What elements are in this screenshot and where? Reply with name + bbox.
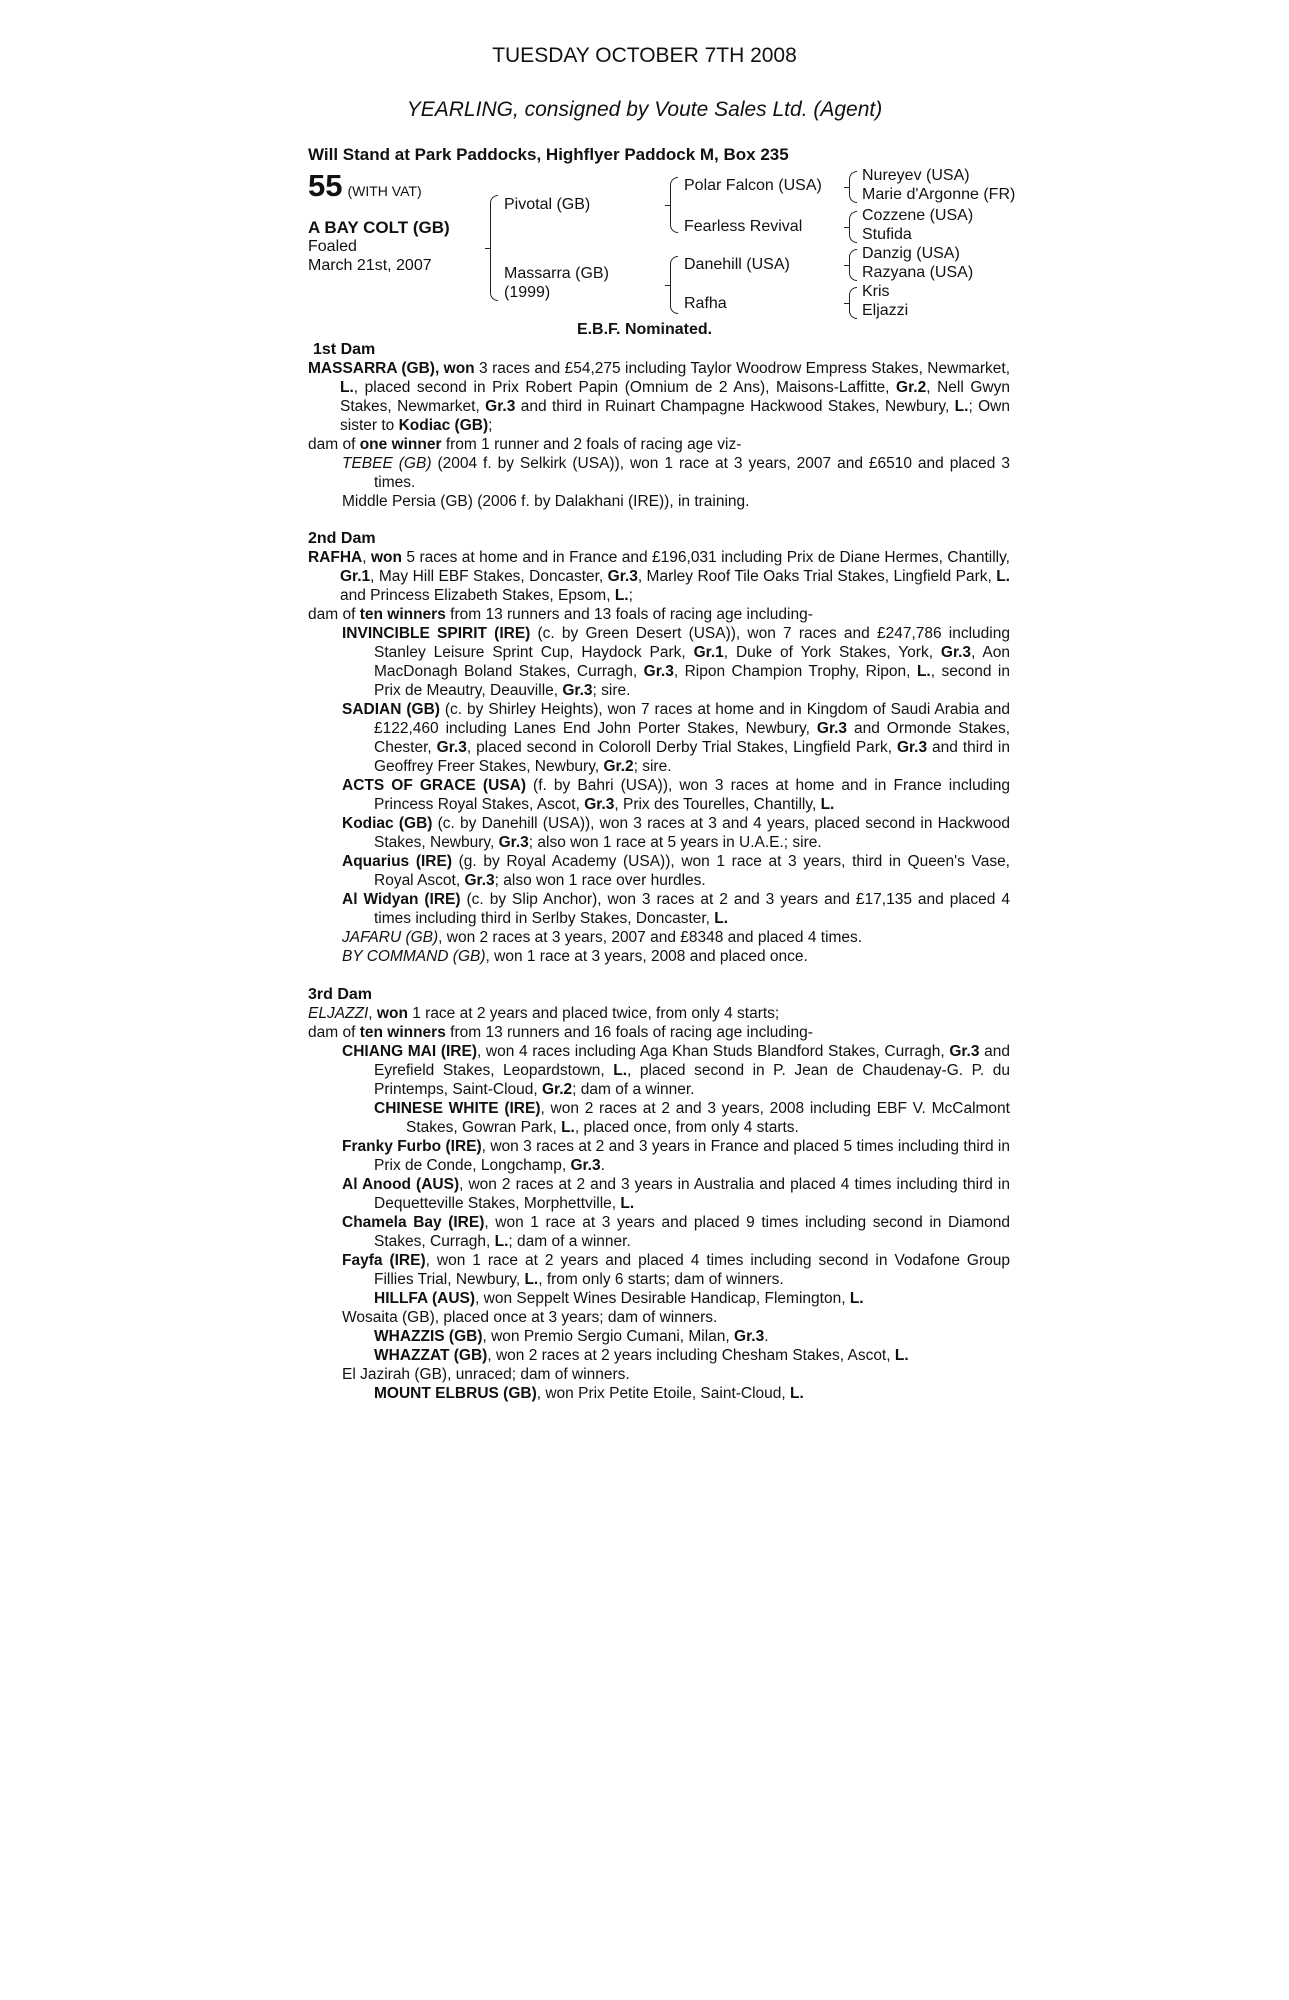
produce-by-command xyxy=(342,947,978,966)
text: dam of xyxy=(308,1024,360,1041)
text: from 13 runners and 13 foals of racing age including- xyxy=(445,606,813,623)
text: and Ormonde Stakes, Chester, xyxy=(374,720,1011,756)
grade: Gr.3 xyxy=(562,682,593,699)
grade: Gr.2 xyxy=(896,379,927,396)
grade: Gr.3 xyxy=(949,1043,980,1060)
text: and Princess Elizabeth Stakes, Epsom, xyxy=(340,587,615,604)
produce-wosaita: Wosaita (GB), placed once at 3 years; dam of winners. xyxy=(342,1309,718,1326)
vat-note: (WITH VAT) xyxy=(347,183,422,199)
grade: Gr.3 xyxy=(734,1328,765,1345)
text: (g. by Royal Academy (USA)), won 1 race at 3 years, third in Queen's Vase, Royal Ascot, xyxy=(374,853,1010,889)
pedigree-dam: Massarra (GB) xyxy=(504,265,609,282)
text: 1 race at 2 years and placed twice, from only 4 starts; xyxy=(407,1005,780,1022)
grade: L. xyxy=(916,663,931,680)
text: ; dam of a winner. xyxy=(572,1081,695,1098)
text: 5 races at home and in France and £196,031 including Prix de Diane Hermes, Chantilly, xyxy=(401,549,1010,566)
grade: L. xyxy=(820,796,835,813)
text: dam of xyxy=(308,436,360,453)
text: , Nell Gwyn Stakes, Newmarket, xyxy=(340,379,1010,415)
produce-hillfa xyxy=(374,1289,978,1308)
grade: Gr.3 xyxy=(607,568,638,585)
pedigree-sss: Nureyev (USA) xyxy=(862,167,970,184)
text: from 13 runners and 16 foals of racing age including- xyxy=(445,1024,813,1041)
produce-el-jazirah: El Jazirah (GB), unraced; dam of winners. xyxy=(342,1366,630,1383)
third-dam-produce-summary xyxy=(308,1023,978,1042)
produce-al-widyan xyxy=(342,890,1010,928)
text: won xyxy=(370,549,402,566)
grade: Gr.3 xyxy=(896,739,928,756)
produce-al-anood xyxy=(342,1175,1010,1213)
dam-name: MASSARRA (GB), won xyxy=(308,360,475,377)
brace-g3-3 xyxy=(849,249,857,281)
text: , placed once, from only 4 starts. xyxy=(574,1119,799,1136)
grade: Gr.3 xyxy=(816,720,848,737)
pedigree-ss: Polar Falcon (USA) xyxy=(684,177,822,194)
first-dam-heading: 1st Dam xyxy=(313,341,376,358)
foaled-info xyxy=(308,237,468,275)
produce-chinese-white xyxy=(374,1099,1010,1137)
text: , won 2 races at 2 and 3 years in Australia and placed 4 times including third in Dequetteville Stakes, Morphettville, xyxy=(374,1176,1010,1212)
text: (c. by Green Desert (USA)), won 7 races and £247,786 including Stanley Leisure Sprint Cup, Haydock Park, xyxy=(374,625,1010,661)
grade: Gr.1 xyxy=(693,644,724,661)
produce-tebee xyxy=(342,454,1010,492)
produce-kodiac xyxy=(342,814,1010,852)
horse-name: Kodiac (GB) xyxy=(342,815,433,832)
text: , Prix des Tourelles, Chantilly, xyxy=(614,796,821,813)
brace-g3-4 xyxy=(849,287,857,319)
text: , xyxy=(368,1005,377,1022)
grade: Gr.3 xyxy=(464,872,495,889)
produce-aquarius xyxy=(342,852,1010,890)
horse-name: Fayfa (IRE) xyxy=(342,1252,426,1269)
second-dam-heading: 2nd Dam xyxy=(308,530,376,547)
horse-name: Chamela Bay (IRE) xyxy=(342,1214,485,1231)
produce-jafaru xyxy=(342,928,978,947)
winner-count: one winner xyxy=(359,436,442,453)
text: , xyxy=(362,549,371,566)
text: , won Premio Sergio Cumani, Milan, xyxy=(482,1328,735,1345)
produce-franky-furbo xyxy=(342,1137,1010,1175)
pedigree-sds: Cozzene (USA) xyxy=(862,207,974,224)
text: , Aon MacDonagh Boland Stakes, Curragh, xyxy=(374,644,1010,680)
grade: Gr.1 xyxy=(340,568,371,585)
pedigree-ddd: Eljazzi xyxy=(862,302,909,319)
grade: Gr.3 xyxy=(436,739,467,756)
third-dam-race-record xyxy=(308,1004,978,1023)
grade: L. xyxy=(620,1195,635,1212)
horse-name: MOUNT ELBRUS (GB) xyxy=(374,1385,537,1402)
horse-name: ACTS OF GRACE (USA) xyxy=(342,777,526,794)
text: ; also won 1 race over hurdles. xyxy=(494,872,706,889)
pedigree-dss: Danzig (USA) xyxy=(862,245,960,262)
produce-fayfa xyxy=(342,1251,1010,1289)
produce-invincible-spirit xyxy=(342,624,1010,700)
text: , won 1 race at 2 years and placed 4 times including second in Vodafone Group Fillies Trial, Newbury, xyxy=(374,1252,1010,1288)
dam-name: ELJAZZI xyxy=(308,1005,369,1022)
text: , won 1 race at 3 years, 2008 and placed once. xyxy=(485,948,808,965)
horse-name: CHIANG MAI (IRE) xyxy=(342,1043,477,1060)
text: , May Hill EBF Stakes, Doncaster, xyxy=(370,568,608,585)
dam-name: RAFHA xyxy=(308,549,363,566)
grade: Gr.3 xyxy=(643,663,674,680)
text: , won 2 races at 3 years, 2007 and £8348 and placed 4 times. xyxy=(438,929,863,946)
winner-count: ten winners xyxy=(359,1024,446,1041)
text: , placed second in P. Jean de Chaudenay-G. P. du Printemps, Saint-Cloud, xyxy=(374,1062,1010,1098)
sire-brace xyxy=(670,177,678,233)
brace-g3-2 xyxy=(849,211,857,243)
pedigree-dd: Rafha xyxy=(684,295,727,312)
horse-name: Al Anood (AUS) xyxy=(342,1176,460,1193)
grade: L. xyxy=(613,1062,628,1079)
grade: L. xyxy=(894,1347,909,1364)
text: , won 2 races at 2 years including Chesham Stakes, Ascot, xyxy=(487,1347,895,1364)
grade: L. xyxy=(340,379,354,396)
text: , won Prix Petite Etoile, Saint-Cloud, xyxy=(536,1385,791,1402)
pedigree-ds: Danehill (USA) xyxy=(684,256,790,273)
text: and third in Geoffrey Freer Stakes, Newbury, xyxy=(374,739,1010,775)
lot-number-block xyxy=(308,168,422,204)
pedigree-ssd: Marie d'Argonne (FR) xyxy=(862,186,1016,203)
text: ; dam of a winner. xyxy=(508,1233,631,1250)
grade: L. xyxy=(614,587,629,604)
pedigree-dds: Kris xyxy=(862,283,890,300)
horse-name: Franky Furbo (IRE) xyxy=(342,1138,482,1155)
horse-name: INVINCIBLE SPIRIT (IRE) xyxy=(342,625,531,642)
produce-acts-of-grace xyxy=(342,776,1010,814)
pedigree-sd: Fearless Revival xyxy=(684,218,803,235)
text: (c. by Shirley Heights), won 7 races at home and in Kingdom of Saudi Arabia and £122,460 including Lanes End John Porter Stakes, Newbury, xyxy=(374,701,1010,737)
foaled-date: March 21st, 2007 xyxy=(308,257,432,274)
text: , Ripon Champion Trophy, Ripon, xyxy=(673,663,917,680)
pedigree-dam-year: (1999) xyxy=(504,284,551,301)
horse-name: WHAZZIS (GB) xyxy=(374,1328,483,1345)
produce-middle-persia: Middle Persia (GB) (2006 f. by Dalakhani (IRE)), in training. xyxy=(342,493,750,510)
grade: Gr.2 xyxy=(603,758,634,775)
text: ; sire. xyxy=(592,682,631,699)
text: (f. by Bahri (USA)), won 3 races at home and in France including Princess Royal Stakes, Ascot, xyxy=(374,777,1010,813)
text: ; Own sister to xyxy=(340,398,1010,434)
text: . xyxy=(600,1157,605,1174)
text: , won 3 races at 2 and 3 years in France and placed 5 times including third in Prix de Conde, Longchamp, xyxy=(374,1138,1010,1174)
horse-name: WHAZZAT (GB) xyxy=(374,1347,488,1364)
sire-dam-brace xyxy=(490,195,498,301)
grade: L. xyxy=(954,398,969,415)
text: ; also won 1 race at 5 years in U.A.E.; sire. xyxy=(528,834,822,851)
pedigree-dsd: Razyana (USA) xyxy=(862,264,974,281)
text: , from only 6 starts; dam of winners. xyxy=(538,1271,784,1288)
horse-name: HILLFA (AUS) xyxy=(374,1290,476,1307)
text: . xyxy=(764,1328,769,1345)
text: , Duke of York Stakes, York, xyxy=(723,644,941,661)
text: (c. by Slip Anchor), won 3 races at 2 and 3 years and £17,135 and placed 4 times including third in Serlby Stakes, Doncaster, xyxy=(374,891,1010,927)
text: ; xyxy=(488,417,493,434)
text: (2004 f. by Selkirk (USA)), won 1 race at 3 years, 2007 and £6510 and placed 3 times. xyxy=(374,455,1010,491)
grade: L. xyxy=(849,1290,864,1307)
text: , won Seppelt Wines Desirable Handicap, Flemington, xyxy=(475,1290,850,1307)
sibling-name: Kodiac (GB) xyxy=(398,417,489,434)
text: 3 races and £54,275 including Taylor Woodrow Empress Stakes, Newmarket, xyxy=(474,360,1010,377)
produce-chiang-mai xyxy=(342,1042,1010,1099)
horse-name: SADIAN (GB) xyxy=(342,701,440,718)
grade: L. xyxy=(996,568,1010,585)
grade: L. xyxy=(561,1119,575,1136)
text: , placed second in Prix Robert Papin (Omnium de 2 Ans), Maisons-Laffitte, xyxy=(353,379,897,396)
grade: Gr.3 xyxy=(485,398,516,415)
lot-number: 55 xyxy=(308,168,343,203)
text: , placed second in Coloroll Derby Trial Stakes, Lingfield Park, xyxy=(466,739,897,756)
horse-name: BY COMMAND (GB) xyxy=(342,948,486,965)
text: and Eyrefield Stakes, Leopardstown, xyxy=(374,1043,1010,1079)
text: from 1 runner and 2 foals of racing age viz- xyxy=(441,436,742,453)
pedigree-sire: Pivotal (GB) xyxy=(504,196,591,213)
first-dam-produce-summary xyxy=(308,435,978,454)
foaled-label: Foaled xyxy=(308,238,357,255)
grade: Gr.3 xyxy=(498,834,529,851)
lot-title: A BAY COLT (GB) xyxy=(308,218,450,237)
brace-g3-1 xyxy=(849,171,857,203)
text: ; sire. xyxy=(633,758,672,775)
text: , second in Prix de Meautry, Deauville, xyxy=(374,663,1010,699)
ebf-nomination: E.B.F. Nominated. xyxy=(576,321,713,338)
horse-name: TEBEE (GB) xyxy=(342,455,432,472)
third-dam-heading: 3rd Dam xyxy=(308,986,373,1003)
pedigree-sdd: Stufida xyxy=(862,226,912,243)
grade: L. xyxy=(494,1233,509,1250)
text: , Marley Roof Tile Oaks Trial Stakes, Lingfield Park, xyxy=(637,568,997,585)
text: won xyxy=(376,1005,408,1022)
text: , won 4 races including Aga Khan Studs Blandford Stakes, Curragh, xyxy=(476,1043,950,1060)
produce-whazzis xyxy=(374,1327,978,1346)
horse-name: JAFARU (GB) xyxy=(342,929,439,946)
grade: Gr.3 xyxy=(940,644,972,661)
grade: L. xyxy=(714,910,729,927)
text: , won 1 race at 3 years and placed 9 times including second in Diamond Stakes, Curragh, xyxy=(374,1214,1010,1250)
horse-name: Al Widyan (IRE) xyxy=(342,891,461,908)
text: ; xyxy=(628,587,633,604)
produce-sadian xyxy=(342,700,1010,776)
second-dam-produce-summary xyxy=(308,605,978,624)
grade: L. xyxy=(524,1271,539,1288)
grade: Gr.3 xyxy=(584,796,615,813)
text: dam of xyxy=(308,606,360,623)
grade: L. xyxy=(790,1385,804,1402)
second-dam-race-record xyxy=(308,548,1010,605)
text: , won 2 races at 2 and 3 years, 2008 including EBF V. McCalmont Stakes, Gowran Park, xyxy=(406,1100,1010,1136)
dam-brace xyxy=(670,256,678,314)
text: and third in Ruinart Champagne Hackwood Stakes, Newbury, xyxy=(515,398,955,415)
stand-location: Will Stand at Park Paddocks, Highflyer Paddock M, Box 235 xyxy=(308,145,789,164)
first-dam-race-record xyxy=(308,359,1010,435)
text: (c. by Danehill (USA)), won 3 races at 3 and 4 years, placed second in Hackwood Stakes, Newbury, xyxy=(374,815,1010,851)
horse-name: Aquarius (IRE) xyxy=(342,853,452,870)
horse-name: CHINESE WHITE (IRE) xyxy=(374,1100,541,1117)
produce-whazzat xyxy=(374,1346,978,1365)
sale-date: TUESDAY OCTOBER 7TH 2008 xyxy=(492,44,797,67)
consignor-line: YEARLING, consigned by Voute Sales Ltd. (Agent) xyxy=(406,98,883,121)
winner-count: ten winners xyxy=(359,606,446,623)
produce-mount-elbrus xyxy=(374,1384,978,1403)
grade: Gr.2 xyxy=(542,1081,573,1098)
grade: Gr.3 xyxy=(570,1157,601,1174)
produce-chamela-bay xyxy=(342,1213,1010,1251)
